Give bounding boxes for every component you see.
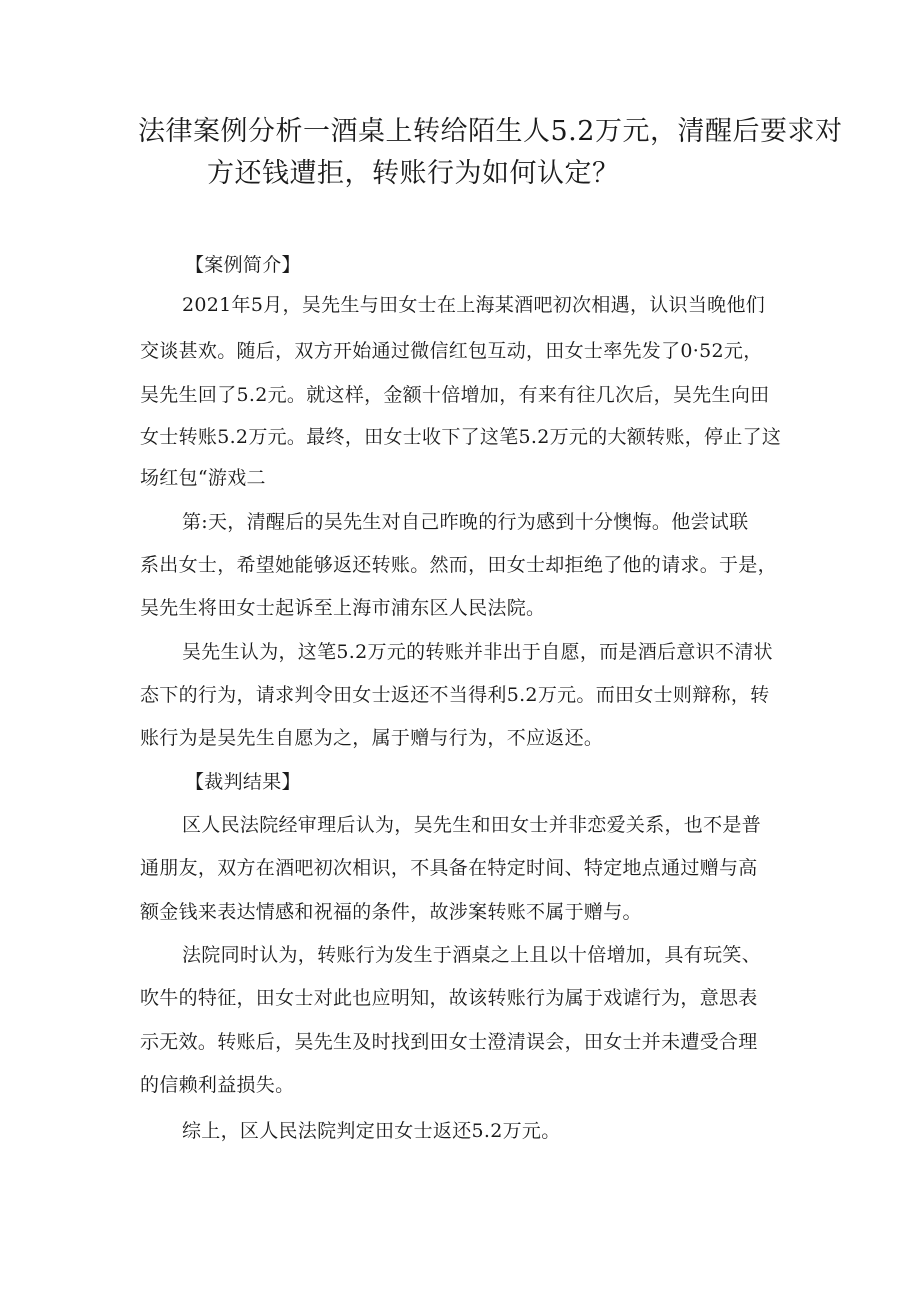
paragraph-line: 女士转账5.2万元。最终，田女士收下了这笔5.2万元的大额转账，停止了这 bbox=[140, 426, 782, 448]
section-heading-verdict: 【裁判结果】 bbox=[185, 771, 301, 793]
document-title-line-2: 方还钱遭拒，转账行为如何认定？ bbox=[207, 158, 620, 189]
paragraph-line: 账行为是吴先生自愿为之，属于赠与行为，不应返还。 bbox=[140, 727, 604, 749]
paragraph-line: 第:天，清醒后的吴先生对自己昨晚的行为感到十分懊悔。他尝试联 bbox=[182, 511, 749, 533]
section-heading-case: 【案例简介】 bbox=[185, 254, 301, 276]
paragraph-line: 系出女士，希望她能够返还转账。然而，田女士却拒绝了他的请求。于是， bbox=[140, 554, 777, 576]
paragraph-line: 吴先生将田女士起诉至上海市浦东区人民法院。 bbox=[140, 597, 546, 619]
paragraph-line: 额金钱来表达情感和祝福的条件，故涉案转账不属于赠与。 bbox=[140, 901, 642, 923]
paragraph-line: 法院同时认为，转账行为发生于酒桌之上且以十倍增加，具有玩笑、 bbox=[182, 944, 762, 966]
paragraph-line: 交谈甚欢。随后，双方开始通过微信红包互动，田女士率先发了0·52元， bbox=[140, 340, 763, 362]
paragraph-line: 场红包“游戏二 bbox=[140, 467, 266, 489]
paragraph-line: 综上，区人民法院判定田女士返还5.2万元。 bbox=[182, 1120, 561, 1142]
paragraph-line: 通朋友，双方在酒吧初次相识，不具备在特定时间、特定地点通过赠与高 bbox=[140, 857, 758, 879]
paragraph-line: 示无效。转账后，吴先生及时找到田女士澄清误会，田女士并未遭受合理 bbox=[140, 1031, 758, 1053]
paragraph-line: 吹牛的特征，田女士对此也应明知，故该转账行为属于戏谑行为，意思表 bbox=[140, 987, 758, 1009]
document-title-line-1: 法律案例分析一酒桌上转给陌生人5.2万元，清醒后要求对 bbox=[138, 116, 843, 147]
paragraph-line: 态下的行为，请求判令田女士返还不当得利5.2万元。而田女士则辩称，转 bbox=[140, 684, 770, 706]
paragraph-line: 的信赖利益损失。 bbox=[140, 1074, 295, 1096]
paragraph-line: 区人民法院经审理后认为，吴先生和田女士并非恋爱关系，也不是普 bbox=[182, 814, 762, 836]
paragraph-line: 吴先生回了5.2元。就这样，金额十倍增加，有来有往几次后，吴先生向田 bbox=[140, 384, 770, 406]
paragraph-line: 2021年5月，吴先生与田女士在上海某酒吧初次相遇，认识当晚他们 bbox=[182, 294, 766, 316]
paragraph-line: 吴先生认为，这笔5.2万元的转账并非出于自愿，而是酒后意识不清状 bbox=[182, 641, 773, 663]
